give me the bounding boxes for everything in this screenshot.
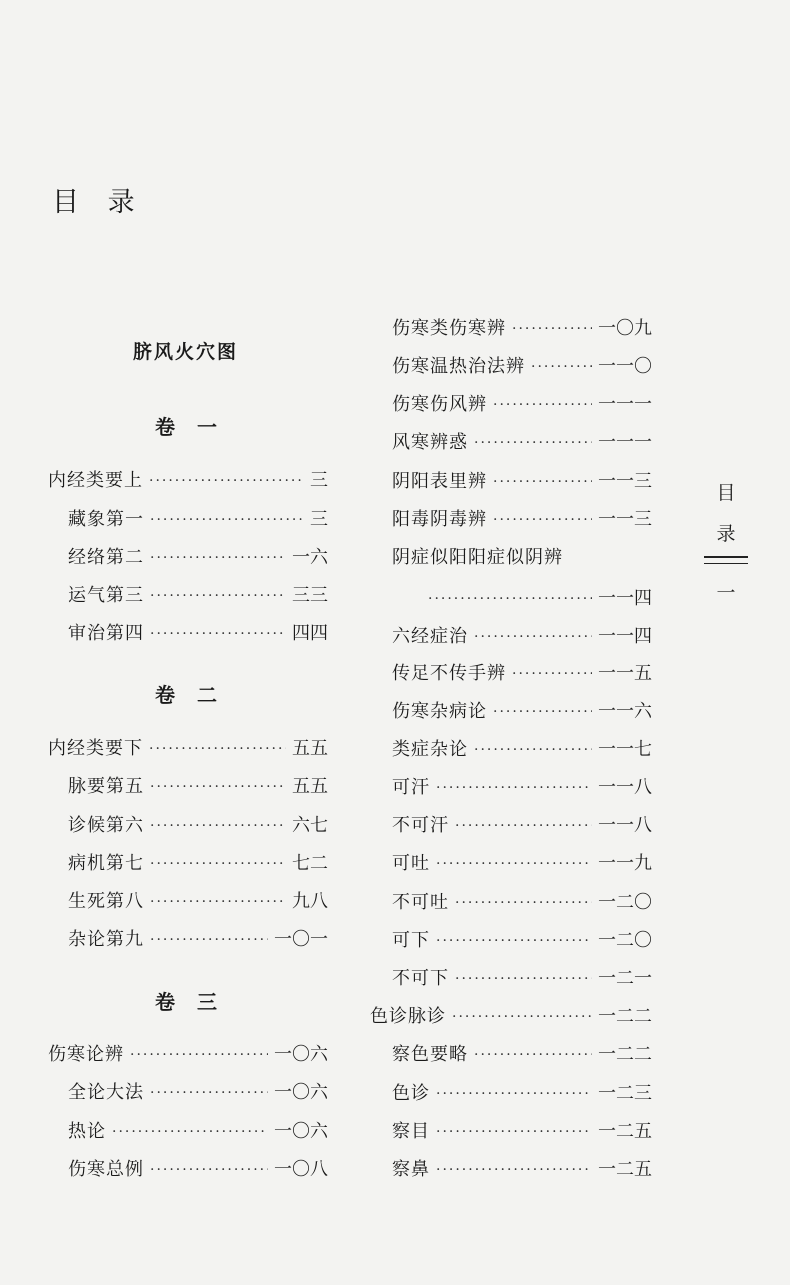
- toc-entry-page: 一二一: [598, 968, 652, 989]
- toc-entry[interactable]: [392, 813, 652, 839]
- leader-dots: [436, 775, 592, 801]
- toc-entry-page: 四四: [292, 623, 328, 644]
- toc-entry-label: 杂论第九: [68, 929, 144, 950]
- leader-dots: [150, 889, 286, 915]
- toc-entry-page: 一〇六: [274, 1044, 328, 1065]
- toc-entry[interactable]: [392, 851, 652, 877]
- running-head-char: 目: [716, 482, 736, 504]
- toc-entry-page: 一〇一: [274, 929, 328, 950]
- leader-dots: [130, 1042, 268, 1068]
- toc-entry-label: 经络第二: [68, 547, 144, 568]
- leader-dots: [149, 736, 286, 762]
- toc-entry[interactable]: [68, 813, 328, 839]
- leader-dots: [150, 813, 286, 839]
- toc-entry[interactable]: [392, 469, 652, 495]
- double-rule-divider: [704, 556, 748, 564]
- toc-entry-label: 色诊: [392, 1083, 430, 1104]
- toc-entry-page: 一一五: [598, 663, 652, 684]
- toc-entry-label: 可吐: [392, 853, 430, 874]
- toc-entry[interactable]: [68, 545, 328, 571]
- toc-entry-label: 伤寒杂病论: [392, 701, 487, 722]
- toc-entry-page: 一一四: [598, 588, 652, 609]
- leader-dots: [531, 354, 592, 380]
- toc-entry-label: 色诊脉诊: [370, 1006, 446, 1027]
- toc-entry[interactable]: [392, 1042, 652, 1068]
- toc-entry[interactable]: [68, 1119, 328, 1145]
- leader-dots: [150, 507, 304, 533]
- toc-entry-label: 热论: [68, 1121, 106, 1142]
- toc-entry-label: 不可吐: [392, 892, 449, 913]
- toc-entry-page: 一〇八: [274, 1159, 328, 1180]
- page-title: 目 录: [52, 187, 145, 218]
- volume-1-heading: 卷一: [155, 415, 239, 439]
- toc-entry-page: 一一七: [598, 739, 652, 760]
- toc-entry-label: 运气第三: [68, 585, 144, 606]
- leader-dots: [150, 927, 268, 953]
- toc-entry[interactable]: [392, 737, 652, 763]
- toc-entry-page: 一一三: [598, 471, 652, 492]
- toc-entry-label: 六经症治: [392, 626, 468, 647]
- toc-entry[interactable]: [68, 889, 328, 915]
- toc-entry[interactable]: [68, 507, 328, 533]
- toc-entry[interactable]: [392, 354, 652, 380]
- toc-entry-continuation[interactable]: [428, 586, 652, 612]
- toc-entry-label: 伤寒总例: [68, 1159, 144, 1180]
- toc-entry-label: 阳毒阴毒辨: [392, 509, 487, 530]
- leader-dots: [112, 1119, 268, 1145]
- toc-entry-label: 伤寒温热治法辨: [392, 356, 525, 377]
- toc-entry-page: 一〇六: [274, 1121, 328, 1142]
- toc-entry[interactable]: [392, 775, 652, 801]
- leader-dots: [474, 430, 592, 456]
- toc-entry-page: 五五: [292, 776, 328, 797]
- toc-entry-label: 内经类要下: [48, 738, 143, 759]
- leader-dots: [150, 1157, 268, 1183]
- toc-entry-page: 一二五: [598, 1121, 652, 1142]
- leader-dots: [474, 1042, 592, 1068]
- leader-dots: [149, 468, 304, 494]
- toc-entry-label: 风寒辨惑: [392, 432, 468, 453]
- toc-entry-label: 不可汗: [392, 815, 449, 836]
- running-head-char: 录: [716, 523, 736, 545]
- toc-entry-page: 一二〇: [598, 892, 652, 913]
- toc-entry[interactable]: [68, 1080, 328, 1106]
- leader-dots: [150, 583, 286, 609]
- toc-entry[interactable]: [48, 736, 328, 762]
- leader-dots: [428, 586, 592, 612]
- toc-entry-label: 内经类要上: [48, 470, 143, 491]
- toc-entry[interactable]: [392, 1081, 652, 1107]
- leader-dots: [436, 1157, 592, 1183]
- toc-entry-label: 察鼻: [392, 1159, 430, 1180]
- toc-entry[interactable]: [392, 699, 652, 725]
- toc-entry-page: 九八: [292, 891, 328, 912]
- toc-entry[interactable]: [370, 1004, 652, 1030]
- leader-dots: [452, 1004, 592, 1030]
- leader-dots: [512, 316, 592, 342]
- toc-entry[interactable]: [48, 468, 328, 494]
- toc-entry-label: 藏象第一: [68, 509, 144, 530]
- toc-entry[interactable]: [392, 1119, 652, 1145]
- leader-dots: [474, 737, 592, 763]
- leader-dots: [436, 851, 592, 877]
- toc-entry-page: 一二五: [598, 1159, 652, 1180]
- volume-3-heading: 卷三: [155, 990, 239, 1014]
- toc-entry-page: 一一〇: [598, 356, 652, 377]
- leader-dots: [493, 699, 592, 725]
- toc-entry-page: 七二: [292, 853, 328, 874]
- toc-entry[interactable]: [392, 661, 652, 687]
- leader-dots: [512, 661, 592, 687]
- toc-entry-page: 一一一: [598, 394, 652, 415]
- page-number: 一: [716, 582, 736, 604]
- toc-entry[interactable]: [392, 928, 652, 954]
- toc-entry-label: 审治第四: [68, 623, 144, 644]
- toc-entry-label: 可下: [392, 930, 430, 951]
- toc-entry-page: 一一九: [598, 853, 652, 874]
- leader-dots: [436, 1081, 592, 1107]
- toc-entry[interactable]: [392, 507, 652, 533]
- toc-entry[interactable]: [48, 1042, 328, 1068]
- toc-entry-page: 六七: [292, 815, 328, 836]
- toc-entry-page: 一〇六: [274, 1082, 328, 1103]
- toc-entry[interactable]: [392, 890, 652, 916]
- toc-entry-page: 一一六: [598, 701, 652, 722]
- toc-entry[interactable]: [68, 583, 328, 609]
- toc-entry-label: 阴阳表里辨: [392, 471, 487, 492]
- leader-dots: [150, 774, 286, 800]
- leader-dots: [455, 966, 592, 992]
- toc-entry[interactable]: [392, 1157, 652, 1183]
- toc-entry-label: 察色要略: [392, 1044, 468, 1065]
- toc-entry-label: 伤寒伤风辨: [392, 394, 487, 415]
- running-head: [704, 478, 748, 605]
- toc-entry-page: 一一一: [598, 432, 652, 453]
- leader-dots: [455, 813, 592, 839]
- toc-entry[interactable]: [68, 851, 328, 877]
- leader-dots: [150, 1080, 268, 1106]
- leader-dots: [493, 507, 592, 533]
- toc-entry[interactable]: [392, 316, 652, 342]
- toc-entry[interactable]: [392, 392, 652, 418]
- leader-dots: [150, 851, 286, 877]
- toc-entry-label: 诊候第六: [68, 815, 144, 836]
- toc-entry-label: 脉要第五: [68, 776, 144, 797]
- toc-entry-label: 全论大法: [68, 1082, 144, 1103]
- leader-dots: [436, 928, 592, 954]
- toc-entry-page: 一一四: [598, 626, 652, 647]
- toc-entry[interactable]: [392, 966, 652, 992]
- leader-dots: [455, 890, 592, 916]
- toc-entry-label: 生死第八: [68, 891, 144, 912]
- toc-entry-label: 病机第七: [68, 853, 144, 874]
- toc-entry-label: 伤寒类伤寒辨: [392, 318, 506, 339]
- leader-dots: [493, 469, 592, 495]
- leader-dots: [436, 1119, 592, 1145]
- frontispiece-heading: 脐风火穴图: [133, 341, 239, 363]
- toc-entry[interactable]: [68, 774, 328, 800]
- leader-dots: [150, 621, 286, 647]
- toc-entry-page: 五五: [292, 738, 328, 759]
- toc-entry-page: 一六: [292, 547, 328, 568]
- toc-entry[interactable]: [68, 1157, 328, 1183]
- leader-dots: [474, 624, 592, 650]
- toc-entry-wrapped-label[interactable]: [392, 545, 652, 571]
- toc-entry-page: 三: [310, 470, 328, 491]
- toc-entry-page: 一一三: [598, 509, 652, 530]
- toc-entry-label: 不可下: [392, 968, 449, 989]
- toc-entry-label: 传足不传手辨: [392, 663, 506, 684]
- toc-entry-label: 可汗: [392, 777, 430, 798]
- toc-entry-page: 一二二: [598, 1044, 652, 1065]
- toc-entry-page: 一〇九: [598, 318, 652, 339]
- toc-entry-page: 一二三: [598, 1083, 652, 1104]
- toc-entry-label: 类症杂论: [392, 739, 468, 760]
- toc-entry-page: 一二〇: [598, 930, 652, 951]
- toc-entry[interactable]: [68, 927, 328, 953]
- toc-entry-page: 三三: [292, 585, 328, 606]
- toc-entry[interactable]: [392, 430, 652, 456]
- leader-dots: [150, 545, 286, 571]
- toc-entry-page: 一一八: [598, 815, 652, 836]
- toc-entry[interactable]: [392, 624, 652, 650]
- toc-entry-page: 三: [310, 509, 328, 530]
- toc-entry[interactable]: [68, 621, 328, 647]
- toc-entry-label: 伤寒论辨: [48, 1044, 124, 1065]
- toc-entry-page: 一一八: [598, 777, 652, 798]
- toc-entry-label: 阴症似阳阳症似阴辨: [392, 547, 563, 568]
- toc-entry-label: 察目: [392, 1121, 430, 1142]
- toc-entry-page: 一二二: [598, 1006, 652, 1027]
- volume-2-heading: 卷二: [155, 683, 239, 707]
- leader-dots: [493, 392, 592, 418]
